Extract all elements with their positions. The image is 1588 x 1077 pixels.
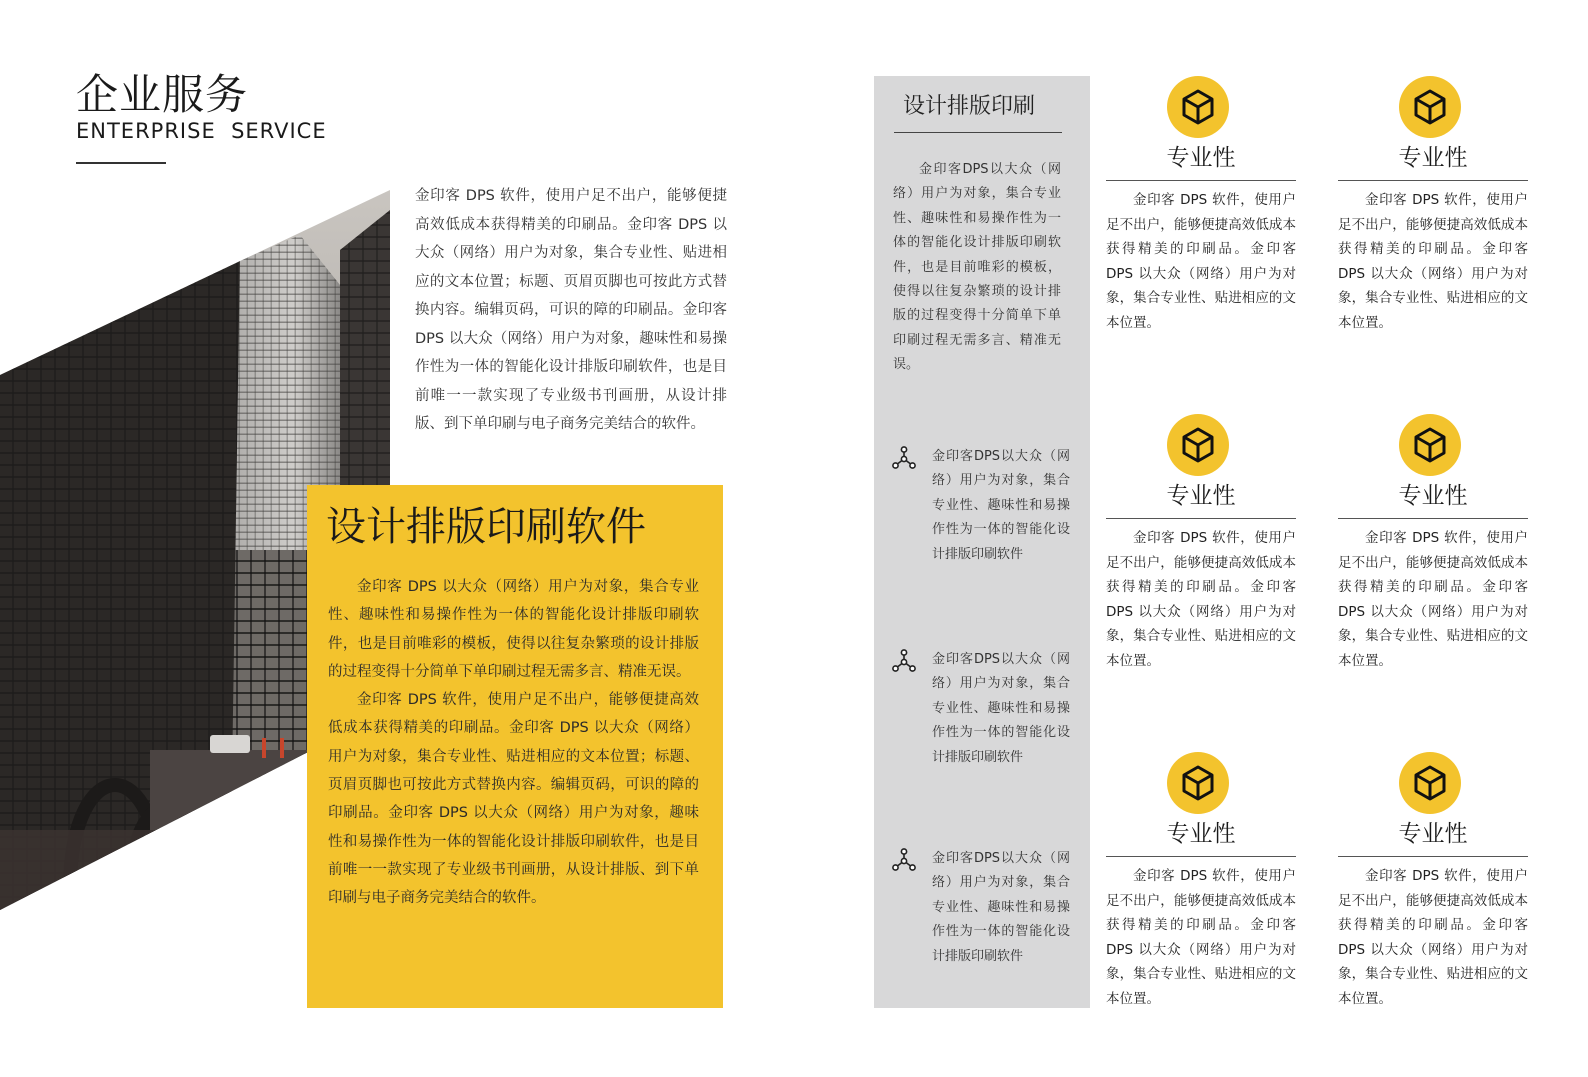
feature-card — [1106, 414, 1296, 714]
cube-icon — [1399, 76, 1461, 138]
sidebar-item-text: 金印客DPS以大众（网络）用户为对象，集合专业性、趣味性和易操作性为一体的智能化设计排版印刷软件 — [932, 449, 1070, 562]
network-node-icon — [891, 648, 917, 674]
feature-text: 金印客 DPS 软件，使用户足不出户，能够便捷高效低成本获得精美的印刷品。金印客 DPS 以大众（网络）用户为对象，集合专业性、贴进相应的文本位置。 — [1106, 192, 1296, 331]
feature-title: 专业性 — [1398, 821, 1468, 847]
feature-title: 专业性 — [1166, 821, 1236, 847]
feature-card — [1106, 752, 1296, 1052]
highlight-paragraph: 金印客 DPS 软件，使用户足不出户，能够便捷高效低成本获得精美的印刷品。金印客 DPS 以大众（网络）用户为对象，集合专业性、贴进相应的文本位置；标题、页眉页脚也可按此方式替换内容。编辑页码，可识的障的印刷品。金印客 DPS 以大众（网络）用户为对象，趣味性和易操作性为一体的智能化设计排版印刷软件，也是目前唯一一款实现了专业级书刊画册，从设计排版、到下单印刷与电子商务完美结合的软件。 — [328, 692, 699, 907]
highlight-title: 设计排版印刷软件 — [326, 504, 646, 550]
title-underline — [76, 162, 166, 164]
sidebar-intro: 金印客DPS以大众（网络）用户为对象，集合专业性、趣味性和易操作性为一体的智能化设计排版印刷软件，也是目前唯彩的模板，使得以往复杂繁琐的设计排版的过程变得十分简单下单印刷过程无需多言、精准无误。 — [893, 162, 1061, 373]
sidebar-item — [891, 847, 1075, 987]
feature-text: 金印客 DPS 软件，使用户足不出户，能够便捷高效低成本获得精美的印刷品。金印客 DPS 以大众（网络）用户为对象，集合专业性、贴进相应的文本位置。 — [1338, 192, 1528, 331]
feature-divider — [1338, 180, 1528, 181]
feature-title: 专业性 — [1166, 483, 1236, 509]
feature-title: 专业性 — [1398, 145, 1468, 171]
feature-divider — [1106, 856, 1296, 857]
highlight-body — [328, 573, 699, 913]
feature-divider — [1106, 518, 1296, 519]
feature-divider — [1338, 856, 1528, 857]
cube-icon — [1399, 752, 1461, 814]
sidebar-item-text: 金印客DPS以大众（网络）用户为对象，集合专业性、趣味性和易操作性为一体的智能化设计排版印刷软件 — [932, 652, 1070, 765]
feature-title: 专业性 — [1166, 145, 1236, 171]
sidebar-item — [891, 445, 1075, 585]
cube-icon — [1167, 752, 1229, 814]
sidebar-item-text: 金印客DPS以大众（网络）用户为对象，集合专业性、趣味性和易操作性为一体的智能化设计排版印刷软件 — [932, 851, 1070, 964]
feature-card — [1338, 752, 1528, 1052]
feature-text: 金印客 DPS 软件，使用户足不出户，能够便捷高效低成本获得精美的印刷品。金印客 DPS 以大众（网络）用户为对象，集合专业性、贴进相应的文本位置。 — [1106, 868, 1296, 1007]
highlight-paragraph: 金印客 DPS 以大众（网络）用户为对象，集合专业性、趣味性和易操作性为一体的智能化设计排版印刷软件，也是目前唯彩的模板，使得以往复杂繁琐的设计排版的过程变得十分简单下单印刷过程无需多言、精准无误。 — [328, 579, 699, 680]
sidebar-title: 设计排版印刷 — [903, 94, 1036, 119]
sidebar-item — [891, 648, 1075, 788]
network-node-icon — [891, 445, 917, 471]
feature-text: 金印客 DPS 软件，使用户足不出户，能够便捷高效低成本获得精美的印刷品。金印客 DPS 以大众（网络）用户为对象，集合专业性、贴进相应的文本位置。 — [1338, 868, 1528, 1007]
cube-icon — [1167, 76, 1229, 138]
page-subtitle: ENTERPRISE SERVICE — [76, 119, 327, 143]
feature-text: 金印客 DPS 软件，使用户足不出户，能够便捷高效低成本获得精美的印刷品。金印客 DPS 以大众（网络）用户为对象，集合专业性、贴进相应的文本位置。 — [1106, 530, 1296, 669]
feature-card — [1338, 414, 1528, 714]
intro-paragraph: 金印客 DPS 软件，使用户足不出户，能够便捷高效低成本获得精美的印刷品。金印客 DPS 以大众（网络）用户为对象，集合专业性、贴进相应的文本位置；标题、页眉页脚也可按此方式替换内容。编辑页码，可识的障的印刷品。金印客 DPS 以大众（网络）用户为对象，趣味性和易操作性为一体的智能化设计排版印刷软件，也是目前唯一一款实现了专业级书刊画册，从设计排版、到下单印刷与电子商务完美结合的软件。 — [415, 188, 727, 432]
feature-divider — [1106, 180, 1296, 181]
cube-icon — [1167, 414, 1229, 476]
feature-text: 金印客 DPS 软件，使用户足不出户，能够便捷高效低成本获得精美的印刷品。金印客 DPS 以大众（网络）用户为对象，集合专业性、贴进相应的文本位置。 — [1338, 530, 1528, 669]
page-title: 企业服务 — [76, 70, 249, 119]
cube-icon — [1399, 414, 1461, 476]
network-node-icon — [891, 847, 917, 873]
feature-card — [1106, 76, 1296, 376]
feature-divider — [1338, 518, 1528, 519]
feature-title: 专业性 — [1398, 483, 1468, 509]
sidebar-title-underline — [894, 132, 1062, 133]
feature-card — [1338, 76, 1528, 376]
